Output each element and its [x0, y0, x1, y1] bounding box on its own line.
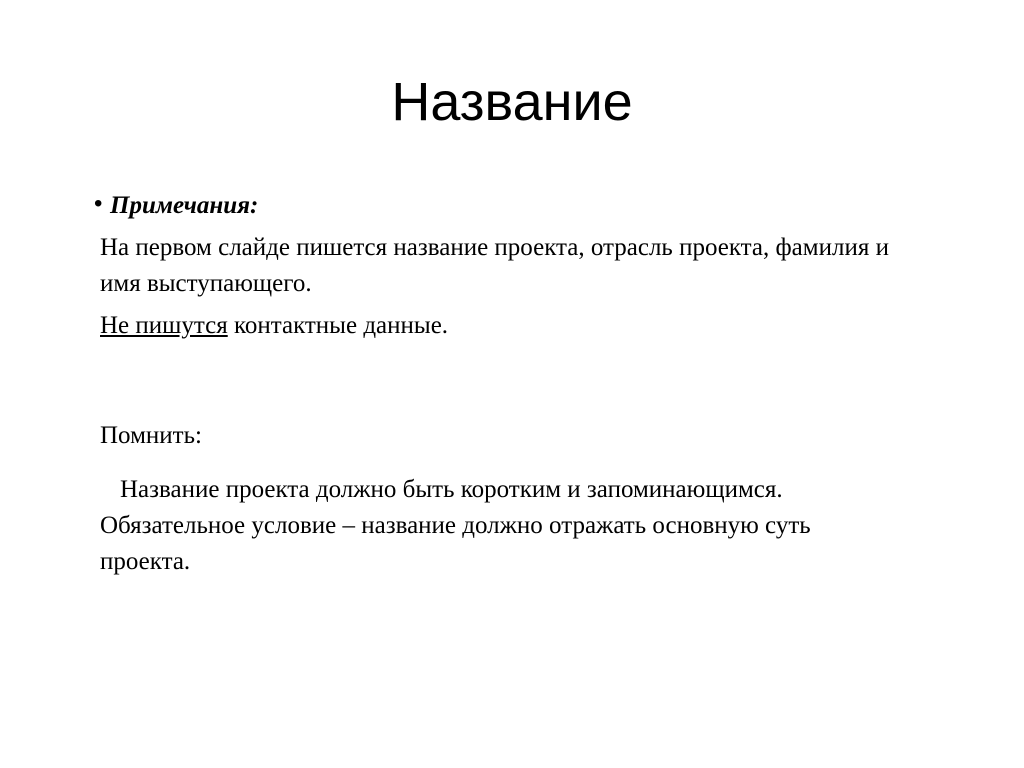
- notes-paragraph-2-rest: контактные данные.: [227, 312, 449, 339]
- slide-content: [94, 188, 900, 586]
- remember-line-1: Название проекта должно быть коротким и запоминающимся.: [120, 476, 783, 503]
- bullet-icon: •: [94, 190, 103, 217]
- notes-heading-line: [94, 188, 900, 224]
- spacer: [100, 350, 900, 418]
- notes-paragraph-1: На первом слайде пишется название проекта, отрасль проекта, фамилия и имя выступающего.: [100, 234, 889, 297]
- notes-paragraph-2: [100, 308, 900, 344]
- remember-line-2: Обязательное условие – название должно отражать основную суть проекта.: [100, 512, 811, 575]
- remember-heading: Помнить:: [100, 422, 202, 449]
- slide-title: Название: [391, 72, 633, 132]
- notes-heading: Примечания:: [110, 192, 259, 219]
- notes-underlined-phrase: Не пишутся: [100, 312, 228, 339]
